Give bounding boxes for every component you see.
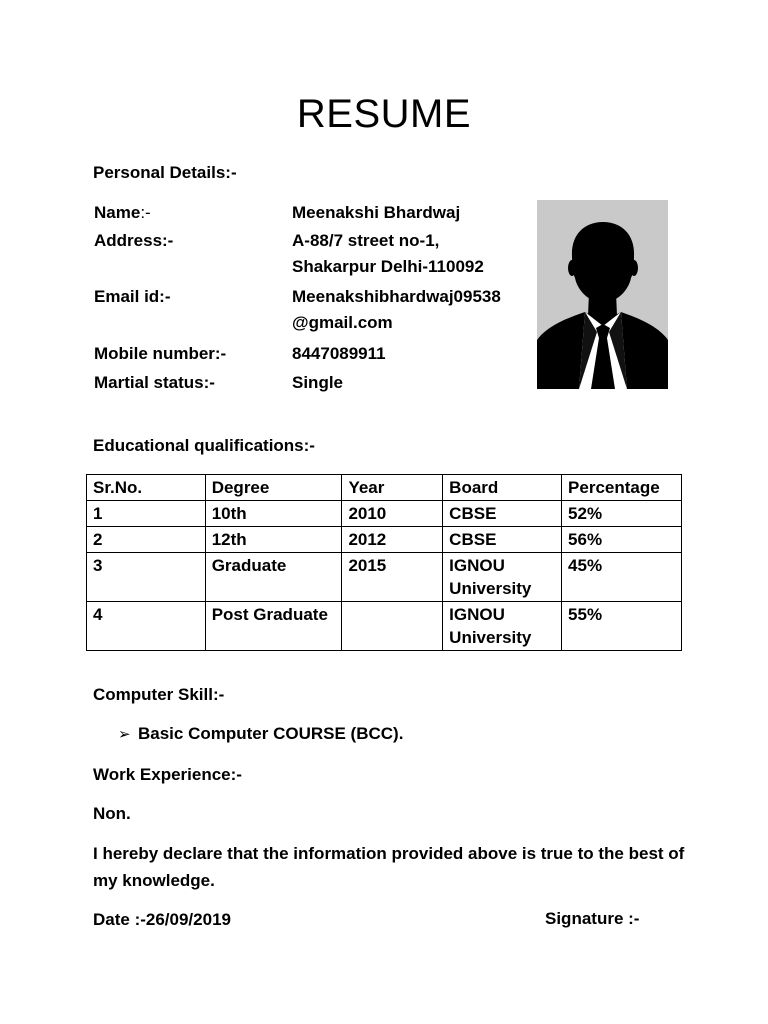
skill-text: Basic Computer COURSE (BCC). — [138, 724, 404, 743]
marital-status-label: Martial status:- — [94, 373, 215, 392]
header-sr-no: Sr.No. — [87, 475, 206, 501]
person-silhouette-icon — [537, 200, 668, 389]
list-item — [118, 724, 403, 744]
address-line-2: Shakarpur Delhi-110092 — [292, 257, 484, 276]
name-label-text: Name — [94, 203, 141, 222]
mobile-value: 8447089911 — [292, 344, 386, 363]
cell-percentage: 56% — [562, 527, 682, 553]
address-label: Address:- — [94, 231, 174, 250]
cell-degree: 10th — [205, 501, 342, 527]
address-value — [292, 228, 484, 280]
email-line-1: Meenakshibhardwaj09538 — [292, 287, 501, 306]
profile-photo — [537, 200, 668, 389]
resume-title: RESUME — [296, 92, 472, 136]
personal-details-heading: Personal Details:- — [93, 163, 237, 182]
cell-percentage: 55% — [562, 602, 682, 651]
table-row — [87, 553, 682, 602]
cell-board: CBSE — [443, 527, 562, 553]
cell-sr-no: 2 — [87, 527, 206, 553]
header-percentage: Percentage — [562, 475, 682, 501]
cell-board: IGNOU University — [443, 553, 562, 602]
name-value: Meenakshi Bhardwaj — [292, 203, 461, 222]
table-row — [87, 501, 682, 527]
cell-percentage: 52% — [562, 501, 682, 527]
cell-year: 2012 — [342, 527, 443, 553]
table-header-row — [87, 475, 682, 501]
cell-board: CBSE — [443, 501, 562, 527]
declaration-text: I hereby declare that the information provided above is true to the best of my knowledge. — [93, 844, 685, 890]
mobile-label: Mobile number:- — [94, 344, 227, 363]
email-label: Email id:- — [94, 287, 171, 306]
email-line-2: @gmail.com — [292, 313, 393, 332]
education-heading: Educational qualifications:- — [93, 436, 315, 455]
cell-board: IGNOU University — [443, 602, 562, 651]
cell-year — [342, 602, 443, 651]
signature-label: Signature :- — [545, 909, 640, 928]
address-line-1: A-88/7 street no-1, — [292, 231, 440, 250]
date-line: Date :-26/09/2019 — [93, 910, 231, 929]
cell-sr-no: 3 — [87, 553, 206, 602]
cell-degree: Post Graduate — [205, 602, 342, 651]
email-value — [292, 284, 501, 336]
header-year: Year — [342, 475, 443, 501]
marital-status-value: Single — [292, 373, 344, 392]
cell-year: 2015 — [342, 553, 443, 602]
cell-year: 2010 — [342, 501, 443, 527]
arrow-bullet-icon: ➢ — [118, 726, 131, 743]
education-table — [86, 474, 682, 651]
work-experience-value: Non. — [93, 804, 131, 823]
header-board: Board — [443, 475, 562, 501]
cell-percentage: 45% — [562, 553, 682, 602]
name-label — [94, 203, 151, 223]
table-row — [87, 527, 682, 553]
cell-sr-no: 1 — [87, 501, 206, 527]
header-degree: Degree — [205, 475, 342, 501]
cell-degree: Graduate — [205, 553, 342, 602]
computer-skill-heading: Computer Skill:- — [93, 685, 225, 704]
cell-sr-no: 4 — [87, 602, 206, 651]
work-experience-heading: Work Experience:- — [93, 765, 242, 784]
name-label-colon: :- — [140, 203, 151, 222]
cell-degree: 12th — [205, 527, 342, 553]
table-row — [87, 602, 682, 651]
